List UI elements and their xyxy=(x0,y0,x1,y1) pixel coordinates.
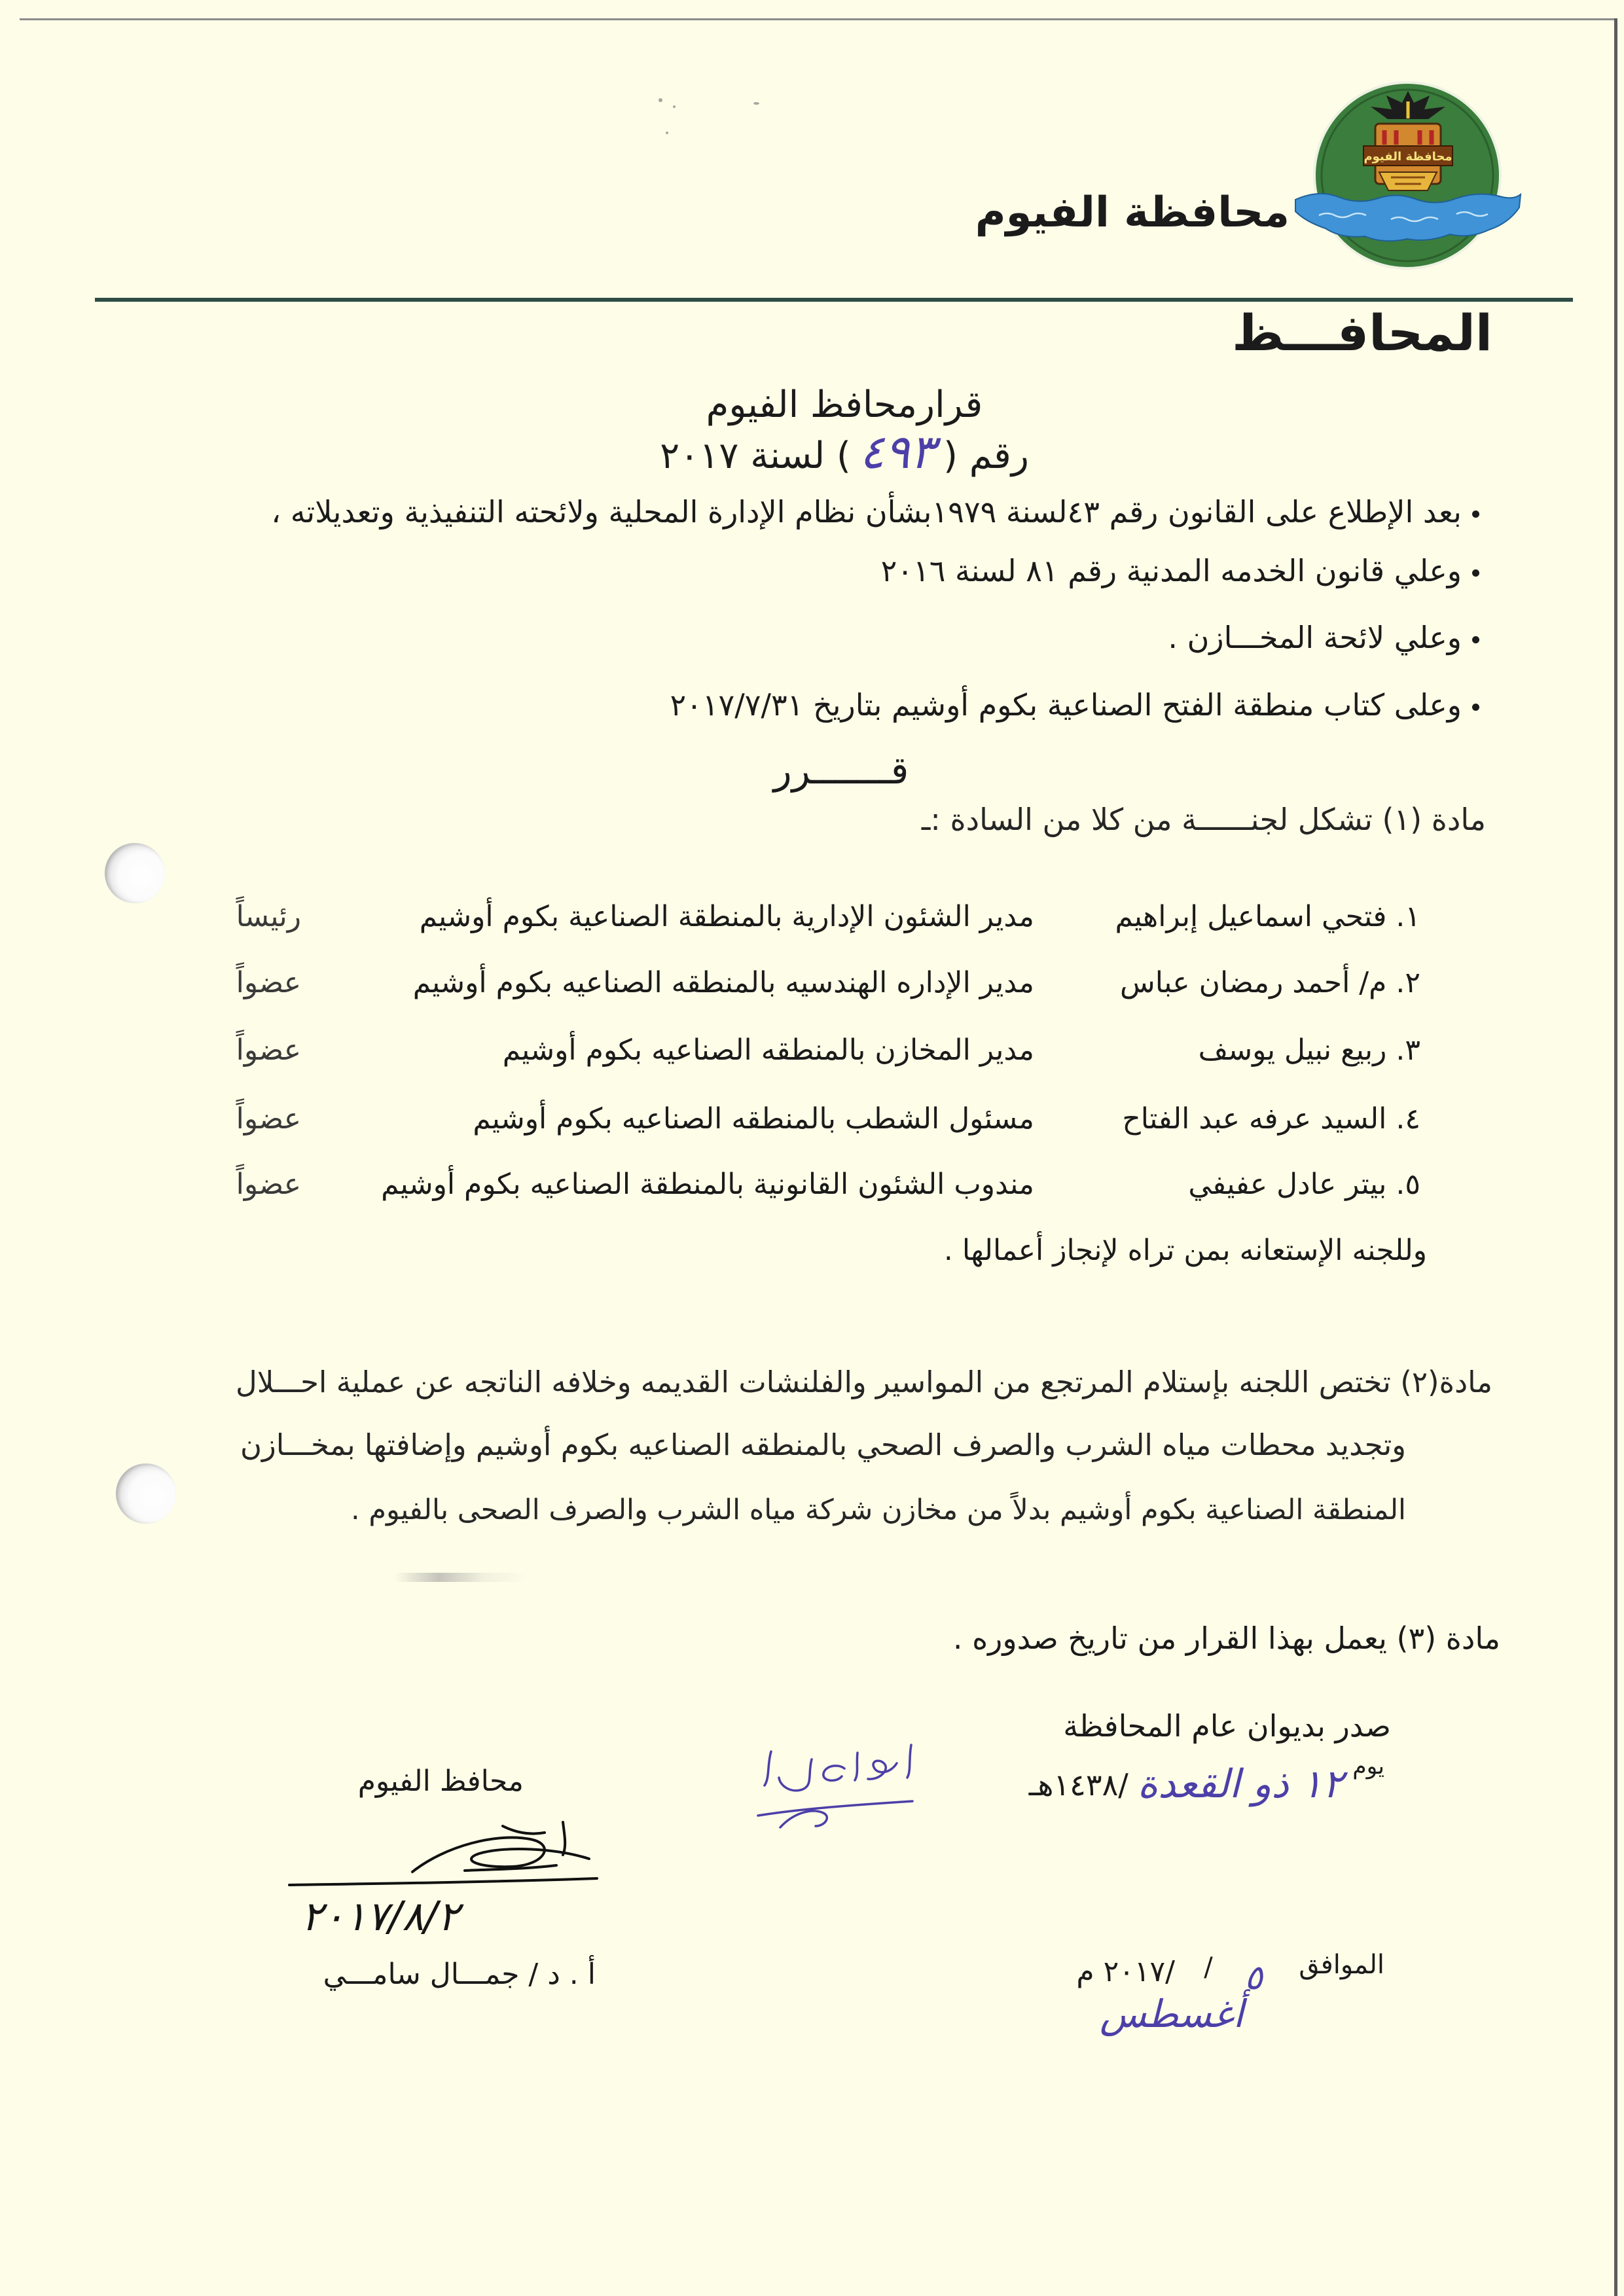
member-number: ٣. xyxy=(1396,1033,1420,1067)
member-role: عضواً xyxy=(236,1102,301,1136)
punch-hole xyxy=(105,843,165,903)
bullet-icon xyxy=(1472,636,1479,643)
member-number: ٤. xyxy=(1396,1102,1420,1136)
bullet-icon xyxy=(1472,704,1479,711)
member-fullname: السيد عرفه عبد الفتاح xyxy=(1122,1102,1387,1136)
office-title: المحافـــظ xyxy=(1232,304,1492,362)
scan-smudge xyxy=(395,1573,527,1582)
member-number: ٥. xyxy=(1396,1168,1420,1201)
gregorian-day-handwritten: ٥ xyxy=(1244,1958,1263,1998)
member-fullname: بيتر عادل عفيفي xyxy=(1188,1168,1387,1201)
member-role: عضواً xyxy=(236,1168,301,1201)
decided-heading: قـــــــرر xyxy=(773,748,909,793)
decree-title: قرارمحافظ الفيوم xyxy=(706,384,983,426)
handwritten-signature xyxy=(740,1734,929,1839)
member-title: مسئول الشطب بالمنطقه الصناعيه بكوم أوشيم xyxy=(473,1102,1034,1136)
preamble-item xyxy=(223,550,1479,592)
hijri-year: /١٤٣٨هـ xyxy=(1028,1767,1128,1803)
scan-speck xyxy=(666,132,668,134)
hijri-date-line xyxy=(916,1746,1384,1824)
bullet-icon xyxy=(1472,569,1479,577)
member-title: مدير الإداره الهندسيه بالمنطقه الصناعيه بكوم أوشيم xyxy=(412,966,1034,999)
member-name xyxy=(1047,963,1420,1003)
issued-at: صدر بديوان عام المحافظة xyxy=(1063,1708,1391,1744)
member-number: ٢. xyxy=(1396,966,1420,999)
preamble-item xyxy=(223,491,1479,533)
member-name xyxy=(1047,897,1420,937)
logo-lettering: محافظة الفيوم xyxy=(1363,150,1453,164)
article-2-line: المنطقة الصناعية بكوم أوشيم بدلاً من مخازن شركة مياه الشرب والصرف الصحى بالفيوم . xyxy=(351,1494,1406,1526)
member-title: مدير المخازن بالمنطقه الصناعيه بكوم أوشيم xyxy=(502,1033,1034,1067)
preamble-text: بعد الإطلاع على القانون رقم ٤٣لسنة ١٩٧٩بشأن نظام الإدارة المحلية ولائحته التنفيذية وتعديلاته ، xyxy=(271,494,1462,529)
article-3: مادة (٣) يعمل بهذا القرار من تاريخ صدوره . xyxy=(952,1621,1500,1656)
member-role: رئيساً xyxy=(236,900,301,933)
corresponding-label: الموافق xyxy=(1299,1950,1384,1980)
member-fullname: ربيع نبيل يوسف xyxy=(1198,1033,1387,1067)
article-1-intro: مادة (١) تشكل لجنــــــة من كلا من السادة :ـ xyxy=(921,802,1486,837)
member-fullname: فتحي اسماعيل إبراهيم xyxy=(1115,900,1387,933)
decree-number-suffix: ) لسنة ٢٠١٧ xyxy=(660,435,851,477)
scan-top-edge xyxy=(20,18,1617,20)
preamble-text: وعلي قانون الخدمه المدنية رقم ٨١ لسنة ٢٠١٦ xyxy=(880,553,1462,588)
member-number: ١. xyxy=(1396,900,1420,933)
decree-number-handwritten: ٤٩٣ xyxy=(859,424,935,479)
preamble-text: وعلى كتاب منطقة الفتح الصناعية بكوم أوشيم بتاريخ ٢٠١٧/٧/٣١ xyxy=(670,687,1462,723)
scan-speck xyxy=(753,102,759,105)
date-separator: / xyxy=(1204,1952,1213,1982)
member-name xyxy=(1047,1099,1420,1139)
bullet-icon xyxy=(1472,511,1479,518)
preamble-text: وعلي لائحة المخـــازن . xyxy=(1168,620,1462,655)
governorate-logo xyxy=(1293,67,1522,283)
member-title: مدير الشئون الإدارية بالمنطقة الصناعية بكوم أوشيم xyxy=(419,900,1034,933)
signatory-title: محافظ الفيوم xyxy=(357,1765,524,1798)
scan-speck xyxy=(673,105,676,108)
signatory-name: أ . د / جمـــال سامـــي xyxy=(323,1958,596,1991)
preamble-item xyxy=(223,684,1479,726)
decree-number-line xyxy=(550,419,1139,484)
signature-date-handwritten: ٢٠١٧/٨/٢ xyxy=(301,1892,460,1940)
preamble-item xyxy=(223,617,1479,658)
article-2-line: مادة(٢) تختص اللجنه بإستلام المرتجع من المواسير والفلنشات القديمه وخلافه الناتجه عن عملية احـــلال xyxy=(236,1365,1492,1399)
day-label: يوم xyxy=(1352,1753,1384,1780)
article-1-note: وللجنه الإستعانه بمن تراه لإنجاز أعمالها . xyxy=(943,1234,1427,1267)
article-2-line: وتجديد محطات مياه الشرب والصرف الصحي بالمنطقه الصناعيه بكوم أوشيم وإضافتها بمخـــازن xyxy=(240,1427,1406,1462)
member-fullname: م/ أحمد رمضان عباس xyxy=(1120,966,1387,999)
gregorian-month-handwritten: أغسطس xyxy=(1100,1992,1244,2036)
member-title: مندوب الشئون القانونية بالمنطقة الصناعيه بكوم أوشيم xyxy=(381,1168,1034,1201)
governor-signature xyxy=(281,1808,602,1899)
punch-hole xyxy=(116,1463,176,1524)
member-role: عضواً xyxy=(236,1033,301,1067)
scan-speck xyxy=(659,98,662,102)
scan-right-edge xyxy=(1614,18,1617,2296)
member-role: عضواً xyxy=(236,966,301,999)
member-name xyxy=(1047,1164,1420,1205)
gregorian-year: /٢٠١٧ م xyxy=(1076,1955,1175,1988)
hijri-day-handwritten: ١٢ ذو القعدة xyxy=(1137,1761,1344,1808)
decree-number-prefix: رقم ( xyxy=(943,435,1029,477)
governorate-name: محافظة الفيوم xyxy=(975,188,1290,237)
member-name xyxy=(1047,1030,1420,1071)
